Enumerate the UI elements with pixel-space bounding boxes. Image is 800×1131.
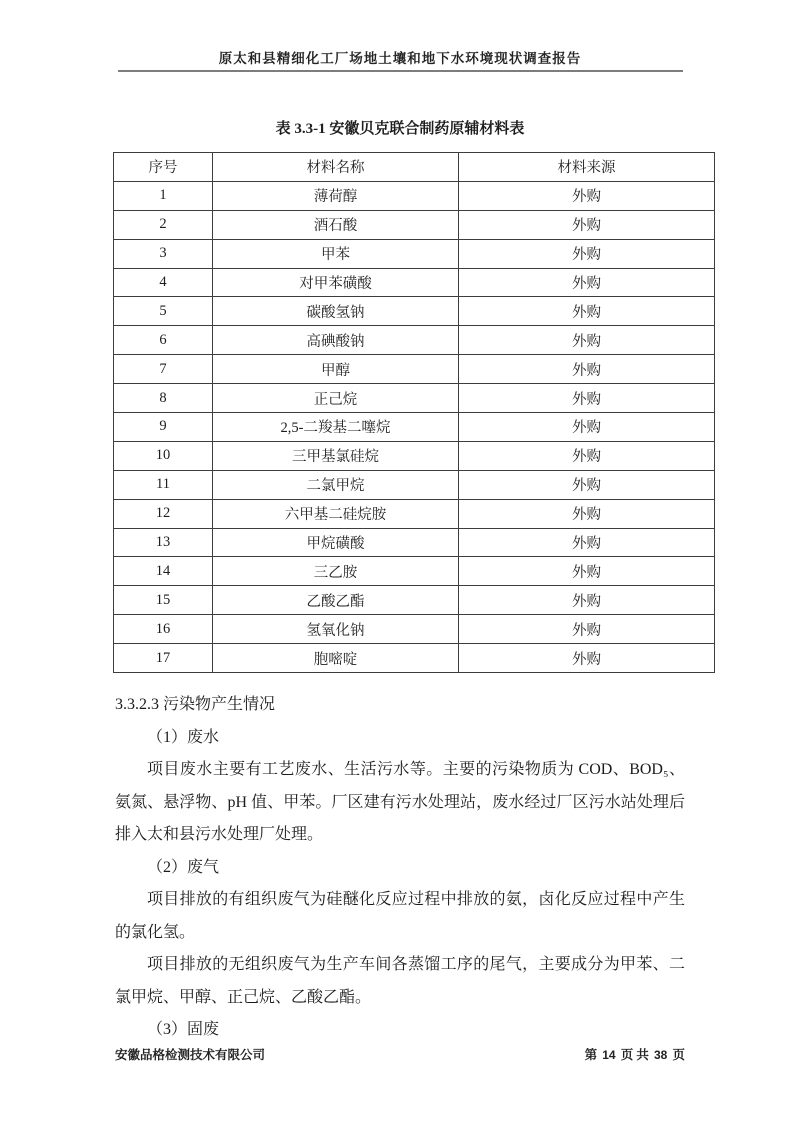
cell-material-source: 外购	[459, 557, 715, 586]
column-header-no: 序号	[114, 153, 213, 182]
cell-material-source: 外购	[459, 210, 715, 239]
cell-serial-number: 16	[114, 615, 213, 644]
table-row	[114, 384, 715, 413]
cell-material-source: 外购	[459, 181, 715, 210]
cell-serial-number: 12	[114, 499, 213, 528]
cell-material-source: 外购	[459, 615, 715, 644]
column-header-name: 材料名称	[213, 153, 459, 182]
cell-serial-number: 10	[114, 441, 213, 470]
cell-material-source: 外购	[459, 528, 715, 557]
cell-material-source: 外购	[459, 441, 715, 470]
cell-serial-number: 4	[114, 268, 213, 297]
paragraph-unorganized-gas: 项目排放的无组织废气为生产车间各蒸馏工序的尾气，主要成分为甲苯、二氯甲烷、甲醇、正己烷、乙酸乙酯。	[115, 956, 685, 1006]
cell-serial-number: 8	[114, 384, 213, 413]
table-row	[114, 268, 715, 297]
table-row	[114, 441, 715, 470]
cell-material-source: 外购	[459, 268, 715, 297]
cell-serial-number: 1	[114, 181, 213, 210]
cell-material-name: 乙酸乙酯	[213, 586, 459, 615]
cell-material-source: 外购	[459, 470, 715, 499]
table-row	[114, 297, 715, 326]
footer-page-number: 14	[602, 1048, 616, 1062]
cell-material-source: 外购	[459, 644, 715, 673]
cell-material-name: 甲醇	[213, 355, 459, 384]
table-row	[114, 615, 715, 644]
cell-material-name: 甲烷磺酸	[213, 528, 459, 557]
cell-serial-number: 14	[114, 557, 213, 586]
cell-material-source: 外购	[459, 384, 715, 413]
table-row	[114, 355, 715, 384]
table-row	[114, 644, 715, 673]
cell-serial-number: 6	[114, 326, 213, 355]
cell-serial-number: 15	[114, 586, 213, 615]
footer-page-middle: 页 共	[620, 1048, 649, 1062]
cell-material-name: 二氯甲烷	[213, 470, 459, 499]
header-divider-line	[118, 70, 683, 72]
table-row	[114, 499, 715, 528]
cell-material-name: 甲苯	[213, 239, 459, 268]
cell-serial-number: 9	[114, 413, 213, 442]
table-row	[114, 557, 715, 586]
footer-page-prefix: 第	[584, 1048, 598, 1062]
footer-page-suffix: 页	[672, 1048, 685, 1062]
table-row	[114, 586, 715, 615]
materials-table-header	[114, 153, 715, 182]
cell-material-source: 外购	[459, 355, 715, 384]
materials-table	[113, 152, 715, 673]
cell-material-source: 外购	[459, 326, 715, 355]
cell-material-source: 外购	[459, 297, 715, 326]
cell-material-source: 外购	[459, 586, 715, 615]
table-row	[114, 326, 715, 355]
paragraph-organized-gas: 项目排放的有组织废气为硅醚化反应过程中排放的氨，卤化反应过程中产生的氯化氢。	[115, 891, 685, 941]
cell-material-name: 正己烷	[213, 384, 459, 413]
cell-material-name: 氢氧化钠	[213, 615, 459, 644]
cell-material-name: 高碘酸钠	[213, 326, 459, 355]
table-row	[114, 210, 715, 239]
footer-page-total: 38	[654, 1048, 668, 1062]
cell-material-name: 三甲基氯硅烷	[213, 441, 459, 470]
footer-company-name: 安徽品格检测技术有限公司	[115, 1048, 266, 1062]
cell-material-name: 薄荷醇	[213, 181, 459, 210]
table-row	[114, 528, 715, 557]
cell-material-name: 碳酸氢钠	[213, 297, 459, 326]
paragraph-wastewater: 项目废水主要有工艺废水、生活污水等。主要的污染物质为 COD、BOD₅、氨氮、悬浮物、pH 值、甲苯。厂区建有污水处理站，废水经过厂区污水站处理后排入太和县污水处理厂处理。	[115, 761, 685, 843]
cell-serial-number: 3	[114, 239, 213, 268]
table-row	[114, 413, 715, 442]
cell-serial-number: 5	[114, 297, 213, 326]
document-footer	[115, 1045, 685, 1063]
cell-serial-number: 17	[114, 644, 213, 673]
cell-material-name: 三乙胺	[213, 557, 459, 586]
cell-material-name: 胞嘧啶	[213, 644, 459, 673]
list-item-2-waste-gas: （2）废气	[147, 858, 220, 876]
section-heading: 3.3.2.3 污染物产生情况	[115, 696, 276, 713]
cell-material-source: 外购	[459, 499, 715, 528]
table-row	[114, 181, 715, 210]
document-header-title: 原太和县精细化工厂场地土壤和地下水环境现状调查报告	[218, 51, 582, 66]
cell-material-name: 对甲苯磺酸	[213, 268, 459, 297]
list-item-1-wastewater: （1）废水	[147, 728, 220, 746]
cell-material-name: 六甲基二硅烷胺	[213, 499, 459, 528]
table-header-row	[114, 153, 715, 182]
table-row	[114, 239, 715, 268]
cell-material-source: 外购	[459, 239, 715, 268]
cell-serial-number: 11	[114, 470, 213, 499]
cell-serial-number: 2	[114, 210, 213, 239]
column-header-source: 材料来源	[459, 153, 715, 182]
cell-serial-number: 7	[114, 355, 213, 384]
cell-material-name: 2,5-二羧基二噻烷	[213, 413, 459, 442]
table-row	[114, 470, 715, 499]
body-content	[115, 689, 685, 1047]
list-item-3-solid-waste: （3）固废	[147, 1021, 220, 1038]
cell-material-name: 酒石酸	[213, 210, 459, 239]
table-caption: 表 3.3-1 安徽贝克联合制药原辅材料表	[275, 121, 525, 137]
cell-material-source: 外购	[459, 413, 715, 442]
cell-serial-number: 13	[114, 528, 213, 557]
footer-page-indicator	[585, 1045, 685, 1063]
materials-table-body	[114, 181, 715, 672]
